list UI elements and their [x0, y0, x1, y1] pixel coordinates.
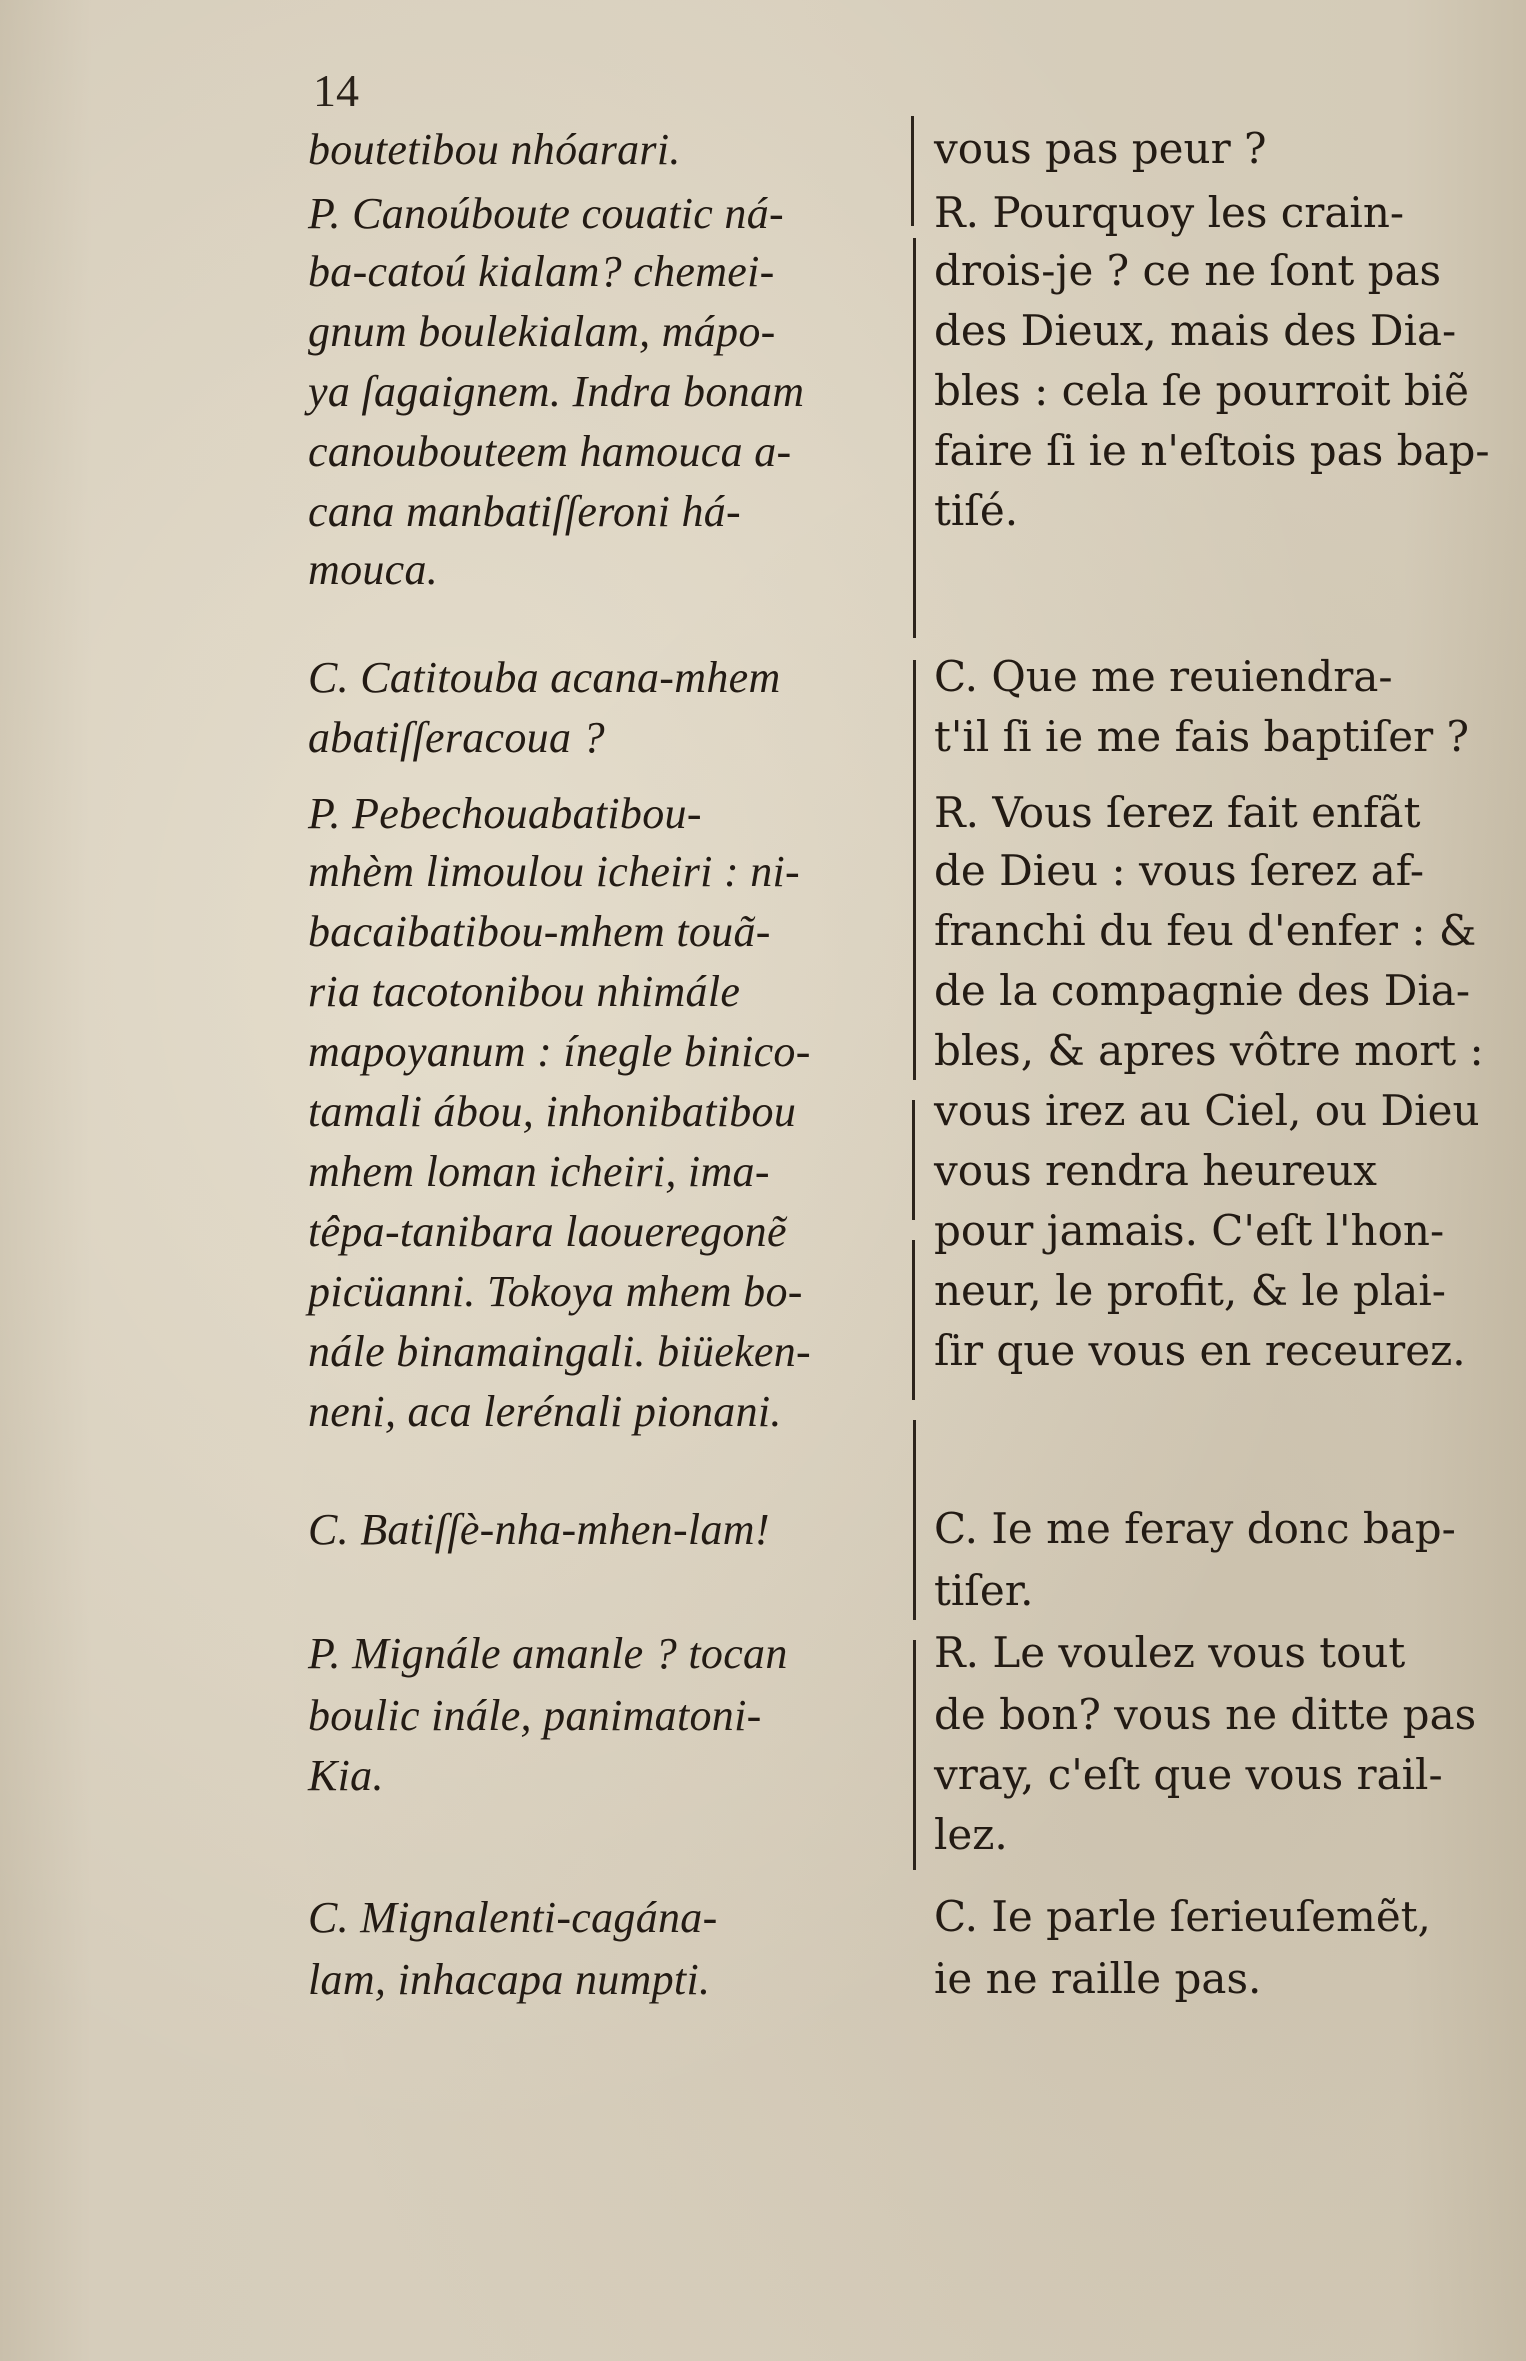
carib-line: abatiſſeracoua ? — [308, 713, 605, 762]
carib-line: C. Catitouba acana-mhem — [308, 653, 781, 702]
carib-line: mhem loman icheiri, ima- — [308, 1147, 770, 1196]
carib-line: bacaibatibou-mhem touã- — [308, 907, 771, 956]
column-divider — [912, 1240, 915, 1400]
carib-line: boutetibou nhóarari. — [308, 125, 681, 174]
french-line: ſir que vous en receurez. — [934, 1326, 1466, 1375]
french-line: pour jamais. C'eſt l'hon- — [934, 1206, 1445, 1255]
carib-line: cana manbatiſſeroni há- — [308, 487, 741, 536]
french-line: tiſer. — [934, 1566, 1034, 1615]
french-line: R. Vous ſerez fait enfãt — [934, 788, 1421, 837]
column-divider — [913, 1420, 916, 1620]
french-line: R. Le voulez vous tout — [934, 1628, 1406, 1677]
french-line: vray, c'eſt que vous rail- — [934, 1750, 1443, 1799]
carib-line: P. Mignále amanle ? tocan — [308, 1629, 788, 1678]
column-divider — [911, 116, 914, 226]
carib-line: picüanni. Tokoya mhem bo- — [308, 1267, 803, 1316]
carib-line: P. Pebechouabatibou- — [308, 789, 702, 838]
french-line: neur, le profit, & le plai- — [934, 1266, 1446, 1315]
column-divider — [913, 238, 916, 638]
french-line: vous pas peur ? — [934, 124, 1267, 173]
column-divider — [912, 1100, 915, 1220]
french-line: C. Que me reuiendra- — [934, 652, 1393, 701]
carib-line: ba-catoú kialam? chemei- — [308, 247, 775, 296]
carib-line: lam, inhacapa numpti. — [308, 1955, 711, 2004]
carib-line: têpa-tanibara laoueregonẽ — [308, 1207, 787, 1256]
french-line: des Dieux, mais des Dia- — [934, 306, 1457, 355]
carib-line: Kia. — [308, 1751, 384, 1800]
carib-line: P. Canoúboute couatic ná- — [308, 189, 784, 238]
french-line: drois-je ? ce ne ſont pas — [934, 246, 1442, 295]
carib-line: neni, aca lerénali pionani. — [308, 1387, 782, 1436]
carib-line: canoubouteem hamouca a- — [308, 427, 792, 476]
french-line: R. Pourquoy les crain- — [934, 188, 1405, 237]
french-line: de la compagnie des Dia- — [934, 966, 1471, 1015]
carib-line: ria tacotonibou nhimále — [308, 967, 741, 1016]
carib-line: tamali ábou, inhonibatibou — [308, 1087, 797, 1136]
french-line: de Dieu : vous ſerez af- — [934, 846, 1425, 895]
french-line: franchi du feu d'enfer : & — [934, 906, 1477, 955]
carib-line: C. Mignalenti-cagána- — [308, 1893, 718, 1942]
carib-line: mhèm limoulou icheiri : ni- — [308, 847, 801, 896]
carib-line: mouca. — [308, 545, 439, 594]
french-line: t'il ſi ie me fais baptiſer ? — [934, 712, 1470, 761]
carib-line: C. Batiſſè-nha-mhen-lam! — [308, 1505, 770, 1554]
carib-line: gnum boulekialam, mápo- — [308, 307, 776, 356]
carib-line: mapoyanum : ínegle binico- — [308, 1027, 811, 1076]
carib-line: boulic inále, panimatoni- — [308, 1691, 762, 1740]
carib-line: ya ſagaignem. Indra bonam — [308, 367, 805, 416]
french-line: vous irez au Ciel, ou Dieu — [934, 1086, 1480, 1135]
column-divider — [913, 1640, 916, 1870]
french-line: lez. — [934, 1810, 1008, 1859]
french-line: C. Ie me feray donc bap- — [934, 1504, 1456, 1553]
french-line: tiſé. — [934, 486, 1019, 535]
french-line: faire ſi ie n'eſtois pas bap- — [934, 426, 1490, 475]
french-line: de bon? vous ne ditte pas — [934, 1690, 1477, 1739]
french-line: vous rendra heureux — [934, 1146, 1377, 1195]
french-line: bles : cela ſe pourroit biẽ — [934, 366, 1470, 415]
french-line: ie ne raille pas. — [934, 1954, 1262, 2003]
french-line: C. Ie parle ſerieuſemẽt, — [934, 1892, 1431, 1941]
carib-line: nále binamaingali. biüeken- — [308, 1327, 811, 1376]
column-divider — [913, 660, 916, 1080]
page-number: 14 — [313, 65, 359, 116]
french-line: bles, & apres vôtre mort : — [934, 1026, 1484, 1075]
